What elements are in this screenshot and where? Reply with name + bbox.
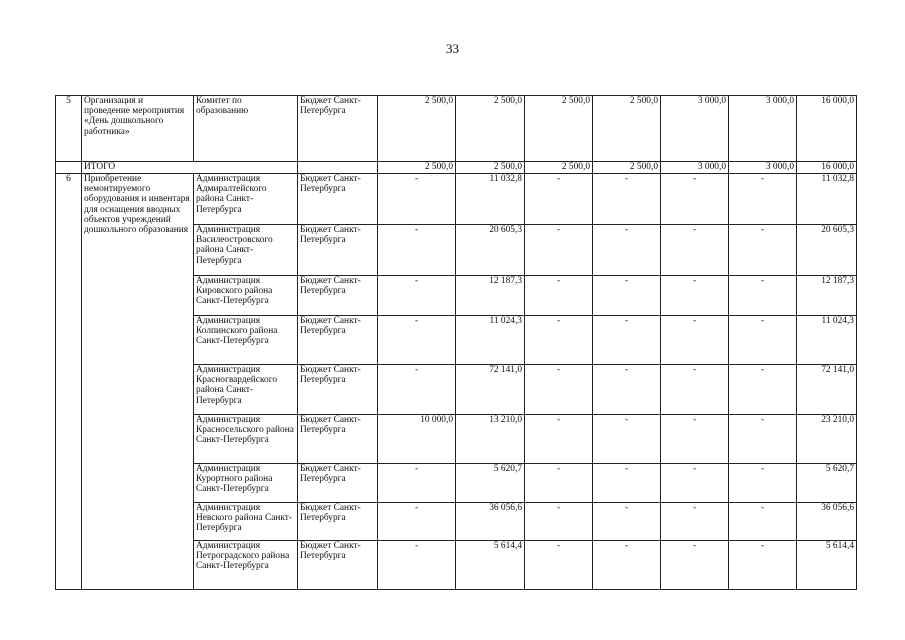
value-cell: - bbox=[661, 225, 729, 276]
value-cell: 11 032,8 bbox=[456, 174, 525, 225]
executor-cell: Комитет по образованию bbox=[194, 96, 298, 162]
value-cell: - bbox=[593, 316, 661, 365]
value-cell: - bbox=[593, 464, 661, 503]
value-cell: - bbox=[525, 415, 593, 464]
source-cell: Бюджет Санкт-Петербурга bbox=[298, 225, 378, 276]
row-index-empty bbox=[56, 162, 82, 174]
value-cell: - bbox=[661, 503, 729, 541]
value-cell: - bbox=[378, 174, 456, 225]
value-cell: - bbox=[593, 174, 661, 225]
value-cell: - bbox=[525, 316, 593, 365]
value-cell: 3 000,0 bbox=[729, 162, 797, 174]
value-cell: - bbox=[378, 503, 456, 541]
value-cell: - bbox=[593, 365, 661, 415]
value-cell: - bbox=[525, 225, 593, 276]
activity-cell: Организация и проведение мероприятия «День дошкольного работника» bbox=[82, 96, 194, 162]
value-cell: - bbox=[378, 276, 456, 316]
source-cell: Бюджет Санкт-Петербурга bbox=[298, 503, 378, 541]
value-cell: - bbox=[378, 316, 456, 365]
value-cell: 2 500,0 bbox=[525, 96, 593, 162]
value-cell: 16 000,0 bbox=[797, 96, 857, 162]
value-cell: - bbox=[593, 541, 661, 590]
value-cell: 2 500,0 bbox=[593, 162, 661, 174]
value-cell: - bbox=[525, 503, 593, 541]
total-row bbox=[56, 162, 857, 174]
value-cell: - bbox=[729, 541, 797, 590]
value-cell: 2 500,0 bbox=[456, 96, 525, 162]
row-index: 6 bbox=[56, 174, 82, 590]
value-cell: 2 500,0 bbox=[593, 96, 661, 162]
value-cell: 5 614,4 bbox=[797, 541, 857, 590]
value-cell: 2 500,0 bbox=[378, 162, 456, 174]
value-cell: 10 000,0 bbox=[378, 415, 456, 464]
source-cell: Бюджет Санкт-Петербурга bbox=[298, 464, 378, 503]
value-cell: - bbox=[593, 225, 661, 276]
value-cell: 12 187,3 bbox=[797, 276, 857, 316]
executor-cell: Администрация Курортного района Санкт-Петербурга bbox=[194, 464, 298, 503]
value-cell: 23 210,0 bbox=[797, 415, 857, 464]
value-cell: 5 614,4 bbox=[456, 541, 525, 590]
executor-cell: Администрация Василеостровского района Санкт-Петербурга bbox=[194, 225, 298, 276]
executor-cell: Администрация Колпинского района Санкт-Петербурга bbox=[194, 316, 298, 365]
total-label: ИТОГО bbox=[82, 162, 298, 174]
value-cell: - bbox=[729, 503, 797, 541]
value-cell: - bbox=[661, 464, 729, 503]
value-cell: - bbox=[525, 464, 593, 503]
value-cell: - bbox=[661, 276, 729, 316]
value-cell: 3 000,0 bbox=[729, 96, 797, 162]
table-row bbox=[56, 96, 857, 162]
source-cell: Бюджет Санкт-Петербурга bbox=[298, 415, 378, 464]
value-cell: - bbox=[525, 174, 593, 225]
value-cell: 11 024,3 bbox=[456, 316, 525, 365]
value-cell: - bbox=[661, 174, 729, 225]
value-cell: - bbox=[593, 503, 661, 541]
row-index: 5 bbox=[56, 96, 82, 162]
value-cell: 3 000,0 bbox=[661, 162, 729, 174]
value-cell: 72 141,0 bbox=[797, 365, 857, 415]
value-cell: 5 620,7 bbox=[456, 464, 525, 503]
value-cell: 5 620,7 bbox=[797, 464, 857, 503]
value-cell: 11 024,3 bbox=[797, 316, 857, 365]
value-cell: 20 605,3 bbox=[456, 225, 525, 276]
executor-cell: Администрация Адмиралтейского района Санкт-Петербурга bbox=[194, 174, 298, 225]
value-cell: - bbox=[729, 365, 797, 415]
source-cell-empty bbox=[298, 162, 378, 174]
value-cell: - bbox=[661, 316, 729, 365]
executor-cell: Администрация Красносельского района Санкт-Петербурга bbox=[194, 415, 298, 464]
source-cell: Бюджет Санкт-Петербурга bbox=[298, 316, 378, 365]
source-cell: Бюджет Санкт-Петербурга bbox=[298, 541, 378, 590]
source-cell: Бюджет Санкт-Петербурга bbox=[298, 96, 378, 162]
source-cell: Бюджет Санкт-Петербурга bbox=[298, 174, 378, 225]
executor-cell: Администрация Невского района Санкт-Петербурга bbox=[194, 503, 298, 541]
value-cell: 72 141,0 bbox=[456, 365, 525, 415]
value-cell: - bbox=[525, 276, 593, 316]
value-cell: 20 605,3 bbox=[797, 225, 857, 276]
value-cell: 12 187,3 bbox=[456, 276, 525, 316]
value-cell: - bbox=[661, 415, 729, 464]
page-number: 33 bbox=[446, 41, 459, 56]
value-cell: - bbox=[729, 316, 797, 365]
executor-cell: Администрация Красногвардейского района Санкт-Петербурга bbox=[194, 365, 298, 415]
table-row bbox=[56, 174, 857, 225]
value-cell: - bbox=[378, 365, 456, 415]
value-cell: 2 500,0 bbox=[525, 162, 593, 174]
budget-table bbox=[55, 95, 857, 590]
value-cell: 13 210,0 bbox=[456, 415, 525, 464]
value-cell: - bbox=[729, 464, 797, 503]
value-cell: 36 056,6 bbox=[797, 503, 857, 541]
value-cell: 36 056,6 bbox=[456, 503, 525, 541]
executor-cell: Администрация Кировского района Санкт-Петербурга bbox=[194, 276, 298, 316]
value-cell: 3 000,0 bbox=[661, 96, 729, 162]
value-cell: - bbox=[593, 415, 661, 464]
value-cell: 2 500,0 bbox=[456, 162, 525, 174]
value-cell: - bbox=[729, 415, 797, 464]
value-cell: - bbox=[378, 464, 456, 503]
value-cell: - bbox=[593, 276, 661, 316]
source-cell: Бюджет Санкт-Петербурга bbox=[298, 365, 378, 415]
budget-table-body bbox=[56, 96, 857, 590]
value-cell: - bbox=[525, 541, 593, 590]
value-cell: 2 500,0 bbox=[378, 96, 456, 162]
source-cell: Бюджет Санкт-Петербурга bbox=[298, 276, 378, 316]
value-cell: - bbox=[661, 541, 729, 590]
activity-cell: Приобретение немонтируемого оборудования и инвентаря для оснащения вводных объектов учреждений дошкольного образования bbox=[82, 174, 194, 590]
value-cell: - bbox=[378, 541, 456, 590]
value-cell: 11 032,8 bbox=[797, 174, 857, 225]
value-cell: - bbox=[729, 174, 797, 225]
executor-cell: Администрация Петроградского района Санкт-Петербурга bbox=[194, 541, 298, 590]
value-cell: - bbox=[729, 225, 797, 276]
value-cell: 16 000,0 bbox=[797, 162, 857, 174]
value-cell: - bbox=[661, 365, 729, 415]
value-cell: - bbox=[525, 365, 593, 415]
value-cell: - bbox=[729, 276, 797, 316]
value-cell: - bbox=[378, 225, 456, 276]
